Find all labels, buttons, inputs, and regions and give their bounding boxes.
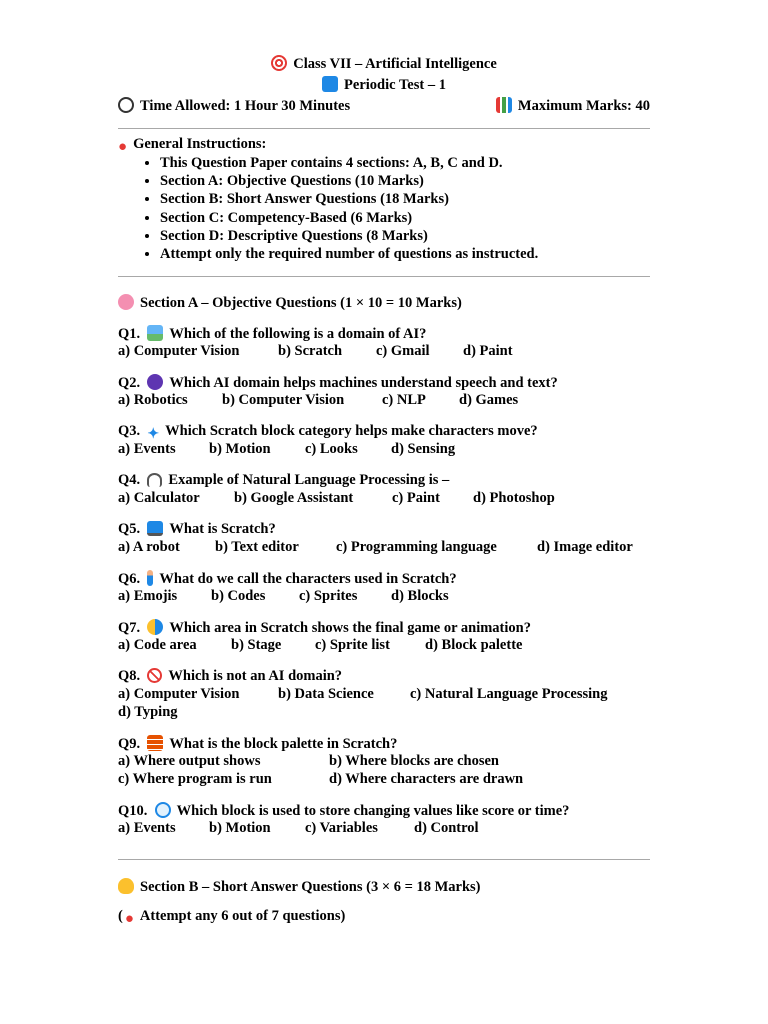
section-b-heading: Section B – Short Answer Questions (3 × 6 = 18 Marks): [118, 878, 481, 896]
time-allowed: Time Allowed: 1 Hour 30 Minutes: [118, 97, 350, 115]
question-8-options: a) Computer Vision b) Data Science c) Natural Language Processing: [118, 686, 608, 702]
question-9: Q9. What is the block palette in Scratch?: [118, 736, 398, 752]
question-2: Q2. Which AI domain helps machines understand speech and text?: [118, 375, 558, 391]
speaking-head-icon: [147, 374, 163, 390]
question-8-option-d: d) Typing: [118, 704, 178, 720]
max-marks: Maximum Marks: 40: [496, 97, 650, 115]
question-7-options: a) Code area b) Stage c) Sprite list d) Block palette: [118, 637, 523, 653]
brick-icon: [147, 735, 163, 751]
instructions-list: [118, 154, 538, 263]
performing-arts-icon: [147, 619, 163, 635]
question-7: Q7. Which area in Scratch shows the final game or animation?: [118, 620, 531, 636]
instruction-item: • Attempt only the required number of questions as instructed.: [160, 245, 538, 263]
question-10-options: a) Events b) Motion c) Variables d) Control: [118, 820, 479, 836]
question-8: Q8. Which is not an AI domain?: [118, 668, 343, 684]
picture-icon: [147, 325, 163, 341]
blue-book-icon: [322, 76, 338, 92]
divider: [118, 128, 650, 129]
person-icon: [147, 570, 153, 586]
target-icon: [271, 55, 287, 71]
clock-icon: [118, 97, 134, 113]
instruction-item: • This Question Paper contains 4 sections: A, B, C and D.: [160, 154, 538, 172]
instruction-item: • Section D: Descriptive Questions (8 Marks): [160, 227, 538, 245]
question-6: Q6. What do we call the characters used in Scratch?: [118, 571, 457, 587]
question-5-options: a) A robot b) Text editor c) Programming language d) Image editor: [118, 539, 633, 555]
question-10: Q10. Which block is used to store changing values like score or time?: [118, 803, 570, 819]
question-1: Q1. Which of the following is a domain of AI?: [118, 326, 427, 342]
question-3-options: a) Events b) Motion c) Looks d) Sensing: [118, 441, 456, 457]
instruction-item: • Section C: Competency-Based (6 Marks): [160, 209, 538, 227]
question-1-options: a) Computer Vision b) Scratch c) Gmail d) Paint: [118, 343, 513, 359]
prohibited-icon: [147, 668, 162, 683]
section-a-heading: Section A – Objective Questions (1 × 10 = 10 Marks): [118, 294, 462, 312]
question-5: Q5. What is Scratch?: [118, 521, 276, 537]
paper-title: Class VII – Artificial Intelligence: [0, 55, 768, 73]
paper-subtitle: Periodic Test – 1: [0, 76, 768, 94]
question-2-options: a) Robotics b) Computer Vision c) NLP d) Games: [118, 392, 519, 408]
headphones-icon: [147, 473, 162, 487]
question-6-options: a) Emojis b) Codes c) Sprites d) Blocks: [118, 588, 449, 604]
question-9-options-row-2: c) Where program is run d) Where characters are drawn: [118, 771, 524, 787]
laptop-icon: [147, 521, 163, 536]
writing-hand-icon: [118, 878, 134, 894]
bar-chart-icon: [496, 97, 512, 113]
question-9-options-row-1: a) Where output shows b) Where blocks are chosen: [118, 753, 499, 769]
question-3: Q3. ✦ Which Scratch block category helps make characters move?: [118, 423, 538, 442]
divider: [118, 859, 650, 860]
instruction-item: • Section B: Short Answer Questions (18 Marks): [160, 190, 538, 208]
question-4: Q4. Example of Natural Language Processing is –: [118, 472, 450, 488]
pushpin-icon: ●: [124, 911, 134, 927]
divider: [118, 276, 650, 277]
pushpin-icon: ●: [118, 139, 128, 155]
instruction-item: • Section A: Objective Questions (10 Marks): [160, 172, 538, 190]
section-b-note: ( ● Attempt any 6 out of 7 questions): [118, 908, 346, 927]
running-person-icon: ✦: [147, 427, 160, 442]
question-4-options: a) Calculator b) Google Assistant c) Paint d) Photoshop: [118, 490, 555, 506]
brain-icon: [118, 294, 134, 310]
instructions-heading: ● General Instructions:: [118, 136, 267, 155]
stopwatch-icon: [155, 802, 171, 818]
